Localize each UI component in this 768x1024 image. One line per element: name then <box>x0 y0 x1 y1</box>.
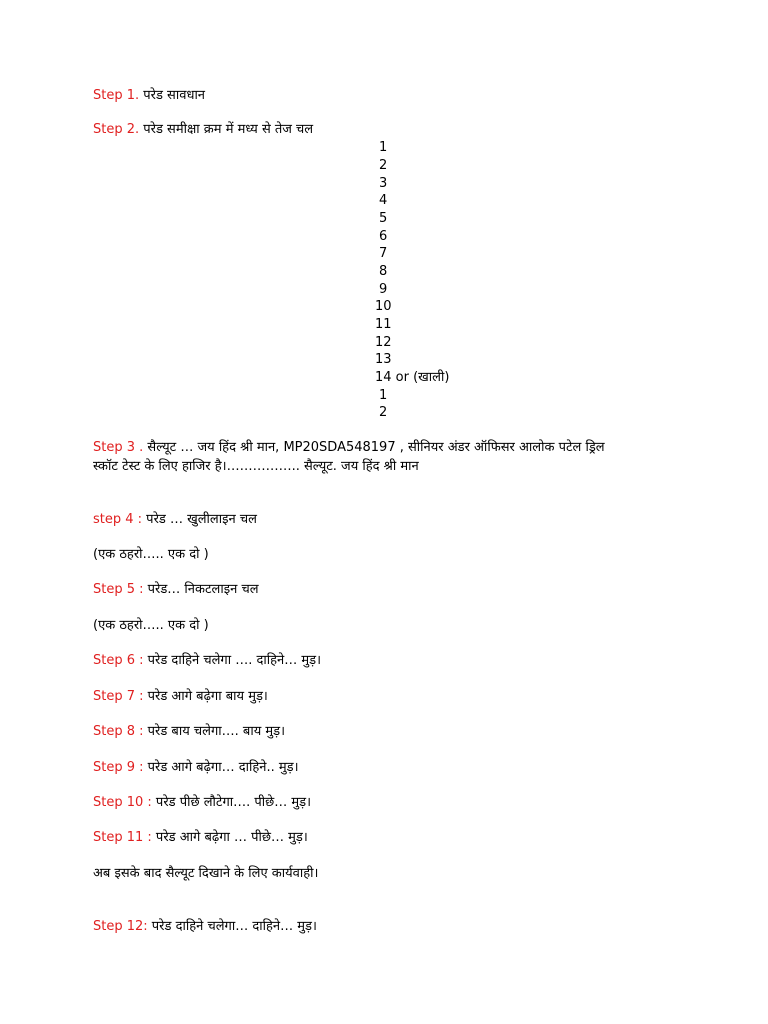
step-text: परेड दाहिने चलेगा …. दाहिने… मुड़। <box>143 653 322 668</box>
step-text: परेड आगे बढ़ेगा … पीछे… मुड़। <box>151 830 308 845</box>
count-item: 14 or (खाली) <box>375 370 450 385</box>
step-label: Step 9 : <box>93 760 144 775</box>
count-item: 7 <box>379 246 388 261</box>
count-item: 2 <box>379 158 388 173</box>
count-item: 6 <box>379 229 388 244</box>
step-label: Step 1. <box>93 88 140 103</box>
step-text: परेड पीछे लौटेगा…. पीछे… मुड़। <box>151 795 312 810</box>
step-text: परेड सावधान <box>139 88 206 103</box>
count-item: 2 <box>379 405 388 420</box>
count-item: 5 <box>379 211 388 226</box>
count-item: 12 <box>375 335 392 350</box>
count-item: 9 <box>379 282 388 297</box>
step-7 <box>93 688 268 705</box>
step-5-note: (एक ठहरो….. एक दो ) <box>93 618 209 633</box>
step-text: सैल्यूट … जय हिंद श्री मान, MP20SDA548197 , सीनियर अंडर ऑफिसर आलोक पटेल ड्रिल <box>143 440 605 455</box>
step-label: step 4 : <box>93 512 143 527</box>
salute-note: अब इसके बाद सैल्यूट दिखाने के लिए कार्यवाही। <box>93 866 319 881</box>
step-1 <box>93 87 205 104</box>
step-3-continuation: स्कॉट टेस्ट के लिए हाजिर है।…………….. सैल्यूट. जय हिंद श्री मान <box>93 459 419 474</box>
step-4 <box>93 511 257 528</box>
step-text: परेड आगे बढ़ेगा… दाहिने.. मुड़। <box>143 760 299 775</box>
step-label: Step 5 : <box>93 582 144 597</box>
step-10 <box>93 794 311 811</box>
step-label: Step 7 : <box>93 689 144 704</box>
count-item: 1 <box>379 140 388 155</box>
step-label: Step 6 : <box>93 653 144 668</box>
step-text: परेड समीक्षा क्रम में मध्य से तेज चल <box>139 122 314 137</box>
step-12 <box>93 918 317 935</box>
count-item: 10 <box>375 299 392 314</box>
step-3 <box>93 439 605 456</box>
step-label: Step 8 : <box>93 724 144 739</box>
step-5 <box>93 581 259 598</box>
count-item: 4 <box>379 193 388 208</box>
count-item: 8 <box>379 264 388 279</box>
count-item: 11 <box>375 317 392 332</box>
step-label: Step 10 : <box>93 795 152 810</box>
step-2 <box>93 121 313 138</box>
step-label: Step 3 . <box>93 440 144 455</box>
step-text: परेड … खुलीलाइन चल <box>142 512 257 527</box>
step-text: परेड आगे बढ़ेगा बाय मुड़। <box>143 689 268 704</box>
step-11 <box>93 829 308 846</box>
step-label: Step 2. <box>93 122 140 137</box>
step-text: परेड दाहिने चलेगा… दाहिने… मुड़। <box>147 919 317 934</box>
step-text: परेड… निकटलाइन चल <box>143 582 259 597</box>
count-item: 13 <box>375 352 392 367</box>
step-label: Step 12: <box>93 919 148 934</box>
step-4-note: (एक ठहरो….. एक दो ) <box>93 547 209 562</box>
count-item: 1 <box>379 388 388 403</box>
step-6 <box>93 652 321 669</box>
step-text: परेड बाय चलेगा…. बाय मुड़। <box>143 724 286 739</box>
count-item: 3 <box>379 176 388 191</box>
step-8 <box>93 723 285 740</box>
step-label: Step 11 : <box>93 830 152 845</box>
step-9 <box>93 759 299 776</box>
